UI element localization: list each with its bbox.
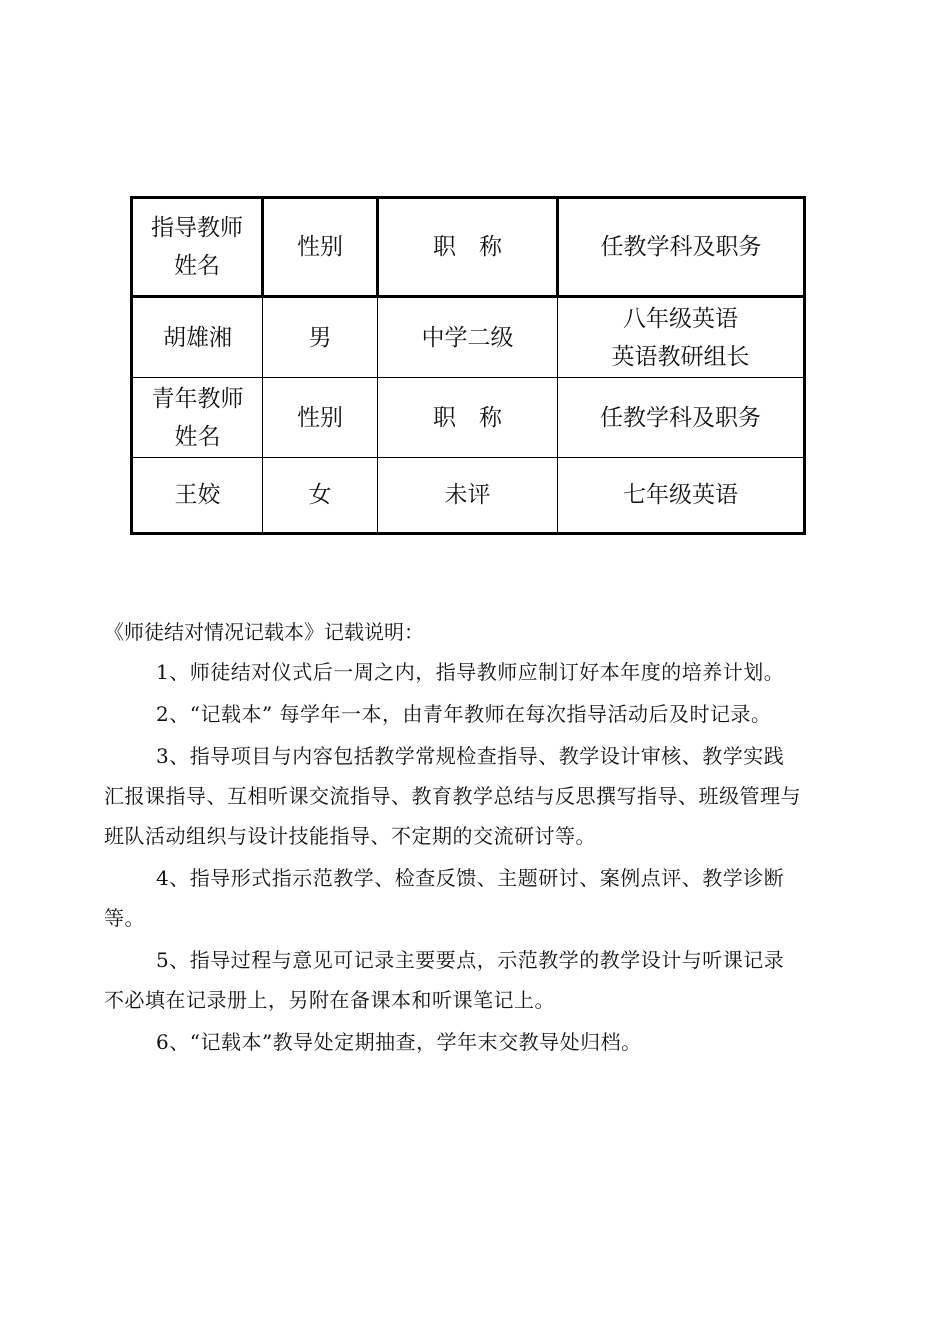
- note-item: 1、师徒结对仪式后一周之内，指导教师应制订好本年度的培养计划。: [156, 660, 785, 684]
- mentor-gender-cell: 男: [263, 297, 378, 378]
- note-item: 5、指导过程与意见可记录主要要点，示范教学的教学设计与听课记录不必填在记录册上，另附在备课本和听课笔记上。: [104, 948, 785, 1012]
- mentor-subject-line1: 八年级英语: [623, 305, 738, 332]
- youth-subject-cell: 七年级英语: [558, 458, 805, 534]
- youth-title-cell: 未评: [378, 458, 558, 534]
- youth-name-header: [132, 378, 263, 458]
- mentor-title-cell: 中学二级: [378, 297, 558, 378]
- youth-title-header: 职 称: [378, 378, 558, 458]
- mentor-name-cell: 胡雄湘: [132, 297, 263, 378]
- youth-header-row: [132, 378, 805, 458]
- note-item: 3、指导项目与内容包括教学常规检查指导、教学设计审核、教学实践汇报课指导、互相听课交流指导、教育教学总结与反思撰写指导、班级管理与班队活动组织与设计技能指导、不定期的交流研讨等。: [104, 744, 801, 848]
- youth-data-row: [132, 458, 805, 534]
- mentor-title-header: 职 称: [378, 198, 558, 297]
- youth-gender-header: 性别: [263, 378, 378, 458]
- teacher-info-table: [130, 196, 806, 535]
- note-item: 4、指导形式指示范教学、检查反馈、主题研讨、案例点评、教学诊断等。: [104, 866, 785, 930]
- mentor-header-row: [132, 198, 805, 297]
- youth-name-cell: 王姣: [132, 458, 263, 534]
- note-item: 2、“记载本” 每学年一本，由青年教师在每次指导活动后及时记录。: [156, 702, 772, 726]
- youth-gender-cell: 女: [263, 458, 378, 534]
- mentor-subject-cell: [558, 297, 805, 378]
- mentor-subject-header: 任教学科及职务: [558, 198, 805, 297]
- youth-subject-header: 任教学科及职务: [558, 378, 805, 458]
- mentor-name-header: [132, 198, 263, 297]
- notes-heading: 《师徒结对情况记载本》记载说明：: [104, 620, 424, 644]
- mentor-gender-header: 性别: [263, 198, 378, 297]
- mentor-data-row: [132, 297, 805, 378]
- mentor-subject-line2: 英语教研组长: [611, 343, 750, 370]
- mentor-name-header-text: 指导教师 姓名: [151, 215, 243, 279]
- note-item: 6、“记载本”教导处定期抽查，学年末交教导处归档。: [156, 1030, 642, 1054]
- youth-name-header-text: 青年教师 姓名: [151, 385, 244, 450]
- notes-section: [104, 612, 804, 1064]
